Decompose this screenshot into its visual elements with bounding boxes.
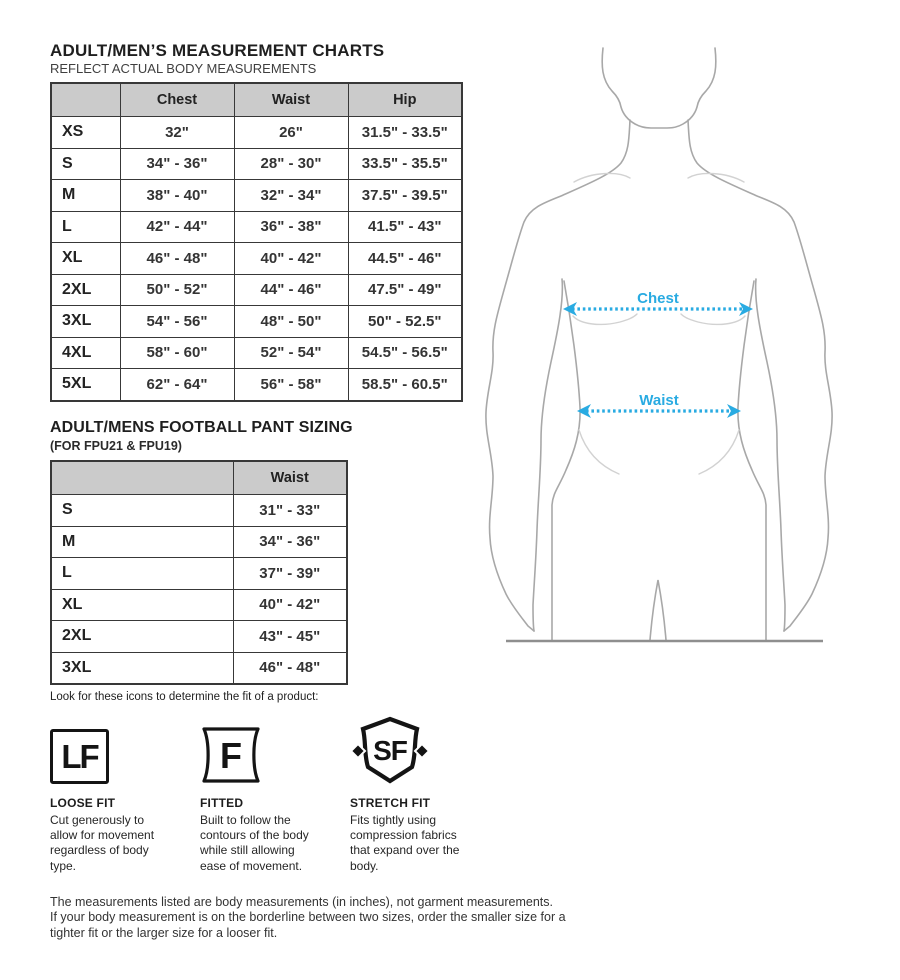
- measurement-value: 26": [234, 117, 348, 149]
- table-row: [51, 211, 462, 243]
- measurement-value: 42" - 44": [120, 211, 234, 243]
- measurement-value: 47.5" - 49": [348, 274, 462, 306]
- measurement-value: 33.5" - 35.5": [348, 148, 462, 180]
- measurement-value: 44" - 46": [234, 274, 348, 306]
- size-label: 2XL: [51, 274, 120, 306]
- size-label: 5XL: [51, 369, 120, 401]
- table-row: [51, 652, 347, 684]
- measurement-value: 54" - 56": [120, 306, 234, 338]
- measurement-value: 58" - 60": [120, 337, 234, 369]
- measurement-value: 34" - 36": [120, 148, 234, 180]
- measurement-value: 43" - 45": [233, 621, 347, 653]
- fit-item-stretch-fit: [350, 716, 485, 874]
- stretch-fit-icon-shape: [350, 716, 430, 784]
- head-outline: [602, 48, 716, 128]
- size-label: 4XL: [51, 337, 120, 369]
- measurement-value: 46" - 48": [120, 243, 234, 275]
- measurement-charts-subtitle: REFLECT ACTUAL BODY MEASUREMENTS: [50, 61, 317, 76]
- table-row: [51, 495, 347, 527]
- pant-sizing-subtitle: (FOR FPU21 & FPU19): [50, 439, 182, 453]
- size-label: M: [51, 526, 233, 558]
- measurement-value: 40" - 42": [233, 589, 347, 621]
- measurement-value: 38" - 40": [120, 180, 234, 212]
- footer-sentence-1: The measurements listed are body measurements (in inches), not garment measurements.: [50, 895, 554, 909]
- fitted-icon: [200, 716, 335, 784]
- loose-fit-icon-letters: LF: [50, 729, 109, 784]
- measurement-value: 62" - 64": [120, 369, 234, 401]
- size-label: L: [51, 211, 120, 243]
- measurement-value: 54.5" - 56.5": [348, 337, 462, 369]
- stretch-fit-icon-letters: SF: [373, 735, 407, 766]
- table-row: [51, 117, 462, 149]
- table-row: [51, 621, 347, 653]
- stretch-fit-icon: [350, 716, 485, 784]
- column-header: Waist: [234, 83, 348, 117]
- fitted-icon-letter: F: [220, 735, 242, 776]
- measurement-value: 36" - 38": [234, 211, 348, 243]
- left-arm-outline: [486, 120, 630, 631]
- size-label: 3XL: [51, 652, 233, 684]
- table-row: [51, 369, 462, 401]
- measurement-table: [50, 82, 463, 402]
- fit-name: LOOSE FIT: [50, 796, 116, 810]
- table-row: [51, 589, 347, 621]
- measurement-value: 37.5" - 39.5": [348, 180, 462, 212]
- measurement-value: 56" - 58": [234, 369, 348, 401]
- measurement-charts-title: ADULT/MEN’S MEASUREMENT CHARTS: [50, 41, 385, 60]
- waist-arrow-label: Waist: [639, 392, 679, 409]
- chest-measure-arrow: [563, 290, 753, 316]
- size-label: M: [51, 180, 120, 212]
- left-inner-arm-line: [533, 279, 562, 631]
- loose-fit-icon: [50, 716, 185, 784]
- measurement-value: 28" - 30": [234, 148, 348, 180]
- column-header: [51, 83, 120, 117]
- fit-guide-intro: Look for these icons to determine the fit of a product:: [50, 691, 319, 703]
- measurement-value: 40" - 42": [234, 243, 348, 275]
- measurement-value: 31" - 33": [233, 495, 347, 527]
- inner-leg-lines: [650, 580, 666, 640]
- table-row: [51, 180, 462, 212]
- waist-arrowhead-right: [727, 404, 741, 418]
- table-row: [51, 558, 347, 590]
- size-label: 3XL: [51, 306, 120, 338]
- size-label: XL: [51, 589, 233, 621]
- size-label: 2XL: [51, 621, 233, 653]
- footer-sentence-2: If your body measurement is on the borderline between two sizes, order the smaller size for a tighter fit or the larger size for a looser fit.: [50, 910, 566, 940]
- pant-table: [50, 460, 348, 685]
- measurement-value: 34" - 36": [233, 526, 347, 558]
- measurement-value: 32" - 34": [234, 180, 348, 212]
- footer-note: [50, 895, 595, 941]
- pant-sizing-title: ADULT/MENS FOOTBALL PANT SIZING: [50, 419, 353, 436]
- table-row: [51, 243, 462, 275]
- column-header: Hip: [348, 83, 462, 117]
- measurement-value: 44.5" - 46": [348, 243, 462, 275]
- fit-description: Built to follow the contours of the body while still allowing ease of movement.: [200, 813, 309, 873]
- size-label: XS: [51, 117, 120, 149]
- fit-name: STRETCH FIT: [350, 796, 431, 810]
- measurement-value: 32": [120, 117, 234, 149]
- waist-arrowhead-left: [577, 404, 591, 418]
- table-row: [51, 306, 462, 338]
- header-row: [51, 83, 462, 117]
- column-header: Waist: [233, 461, 347, 495]
- size-label: S: [51, 495, 233, 527]
- size-label: XL: [51, 243, 120, 275]
- right-arm-outline: [688, 120, 832, 631]
- fit-description: Fits tightly using compression fabrics that expand over the body.: [350, 813, 460, 873]
- measurement-value: 52" - 54": [234, 337, 348, 369]
- table-row: [51, 274, 462, 306]
- measurement-value: 31.5" - 33.5": [348, 117, 462, 149]
- right-inner-arm-line: [756, 279, 785, 631]
- body-figure: [478, 0, 898, 660]
- fitted-icon-shape: [200, 726, 262, 784]
- column-header: Chest: [120, 83, 234, 117]
- fit-description: Cut generously to allow for movement regardless of body type.: [50, 813, 155, 873]
- fit-item-loose-fit: [50, 716, 185, 874]
- fit-name: FITTED: [200, 796, 244, 810]
- measurement-value: 48" - 50": [234, 306, 348, 338]
- table-row: [51, 148, 462, 180]
- chest-muscle-lines: [573, 314, 745, 324]
- measurement-value: 50" - 52.5": [348, 306, 462, 338]
- measurement-value: 37" - 39": [233, 558, 347, 590]
- column-header: [51, 461, 233, 495]
- chest-arrow-label: Chest: [637, 290, 679, 307]
- measurement-value: 50" - 52": [120, 274, 234, 306]
- header-row: [51, 461, 347, 495]
- measurement-value: 46" - 48": [233, 652, 347, 684]
- measurement-value: 41.5" - 43": [348, 211, 462, 243]
- size-label: S: [51, 148, 120, 180]
- table-row: [51, 337, 462, 369]
- waist-measure-arrow: [577, 392, 741, 418]
- size-label: L: [51, 558, 233, 590]
- table-row: [51, 526, 347, 558]
- hip-crease-lines: [579, 430, 739, 474]
- measurement-value: 58.5" - 60.5": [348, 369, 462, 401]
- fit-item-fitted: [200, 716, 335, 874]
